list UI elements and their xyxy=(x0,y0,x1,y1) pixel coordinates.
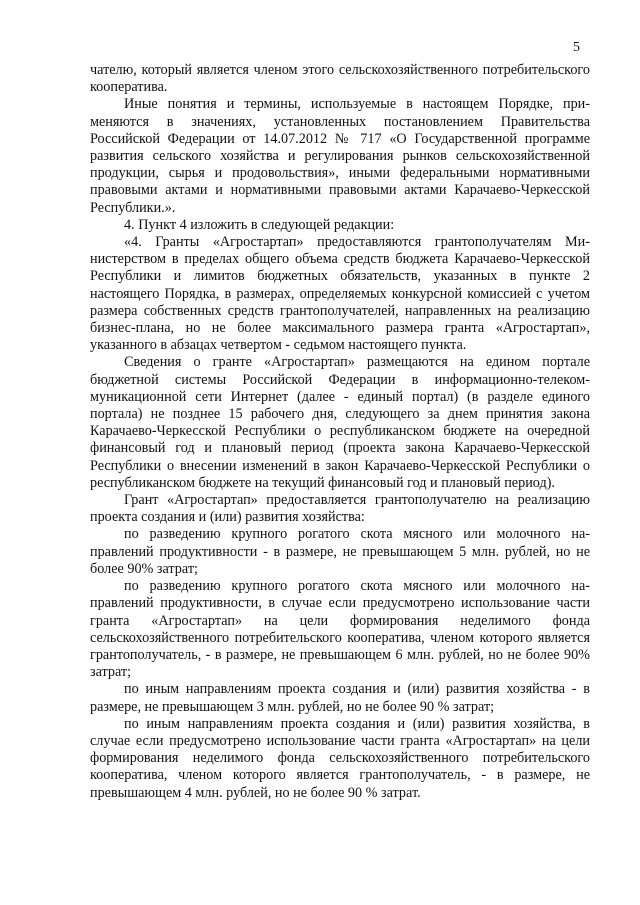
paragraph-other-3m: по иным направлениям проекта создания и (или) развития хозяйства - в размере, не превышающем 3 млн. рублей, но не более 90 % затрат; xyxy=(90,681,590,715)
paragraph-grant-purpose: Грант «Агростартап» предоставляется грантополучателю на реализацию проекта создания и (или) развития хозяйства: xyxy=(90,492,590,526)
paragraph-grant-provision: «4. Гранты «Агростартап» предоставляются грантополучателям Министерством в пределах общего объема средств бюджета Карачаево-Черкесской Республики и лимитов бюджетных обязательств, указанных в пункте 2 настоящего Порядка, в размерах, определяемых конкурсной комиссией с учетом размера собственных средств грантополучателей, направленных на реализацию бизнес-плана, но не более максимального размера гранта «Агростартап», указанного в абзацах четвертом - седьмом настоящего пункта. xyxy=(90,234,590,354)
paragraph-definitions: Иные понятия и термины, используемые в настоящем Порядке, применяются в значениях, установленных постановлением Правительства Российской Федерации от 14.07.2012 № 717 «О Государственной программе развития сельского хозяйства и регулирования рынков сельскохозяйственной продукции, сырья и продовольствия», иными федеральными нормативными правовыми актами и нормативными правовыми актами Карачаево-Черкесской Республики.». xyxy=(90,96,590,216)
paragraph-amendment-item: 4. Пункт 4 изложить в следующей редакции: xyxy=(124,216,395,233)
document-body xyxy=(90,62,590,802)
paragraph-cattle-5m: по разведению крупного рогатого скота мясного или молочного направлений продуктивности - в размере, не превышающем 5 млн. рублей, но не более 90% затрат; xyxy=(90,526,590,577)
paragraph-cattle-6m: по разведению крупного рогатого скота мясного или молочного направлений продуктивности, в случае если предусмотрено использование части гранта «Агростартап» на цели формирования неделимого фонда сельскохозяйственного потребительского кооператива, членом которого является грантополучатель, - в размере, не превышающем 6 млн. рублей, но не более 90% затрат; xyxy=(90,578,590,681)
paragraph-grant-info: Сведения о гранте «Агростартап» размещаются на едином портале бюджетной системы Российской Федерации в информационно-телекоммуникационной сети Интернет (далее - единый портал) (в разделе единого портала) не позднее 15 рабочего дня, следующего за днем принятия закона Карачаево-Черкесской Республики о республиканском бюджете на очередной финансовый год и плановый период (проекта закона Карачаево-Черкесской Республики о внесении изменений в закон Карачаево-Черкесской Республики о республиканском бюджете на текущий финансовый год и плановый период). xyxy=(90,354,590,491)
page-number: 5 xyxy=(573,40,580,55)
paragraph-continuation: чателю, который является членом этого сельскохозяйственного потребительского кооператива. xyxy=(90,62,590,96)
paragraph-other-4m: по иным направлениям проекта создания и (или) развития хозяйства, в случае если предусмотрено использование части гранта «Агростартап» на цели формирования неделимого фонда сельскохозяйственного потребительского кооператива, членом которого является грантополучатель, - в размере, не превышающем 4 млн. рублей, но не более 90 % затрат. xyxy=(90,715,590,801)
